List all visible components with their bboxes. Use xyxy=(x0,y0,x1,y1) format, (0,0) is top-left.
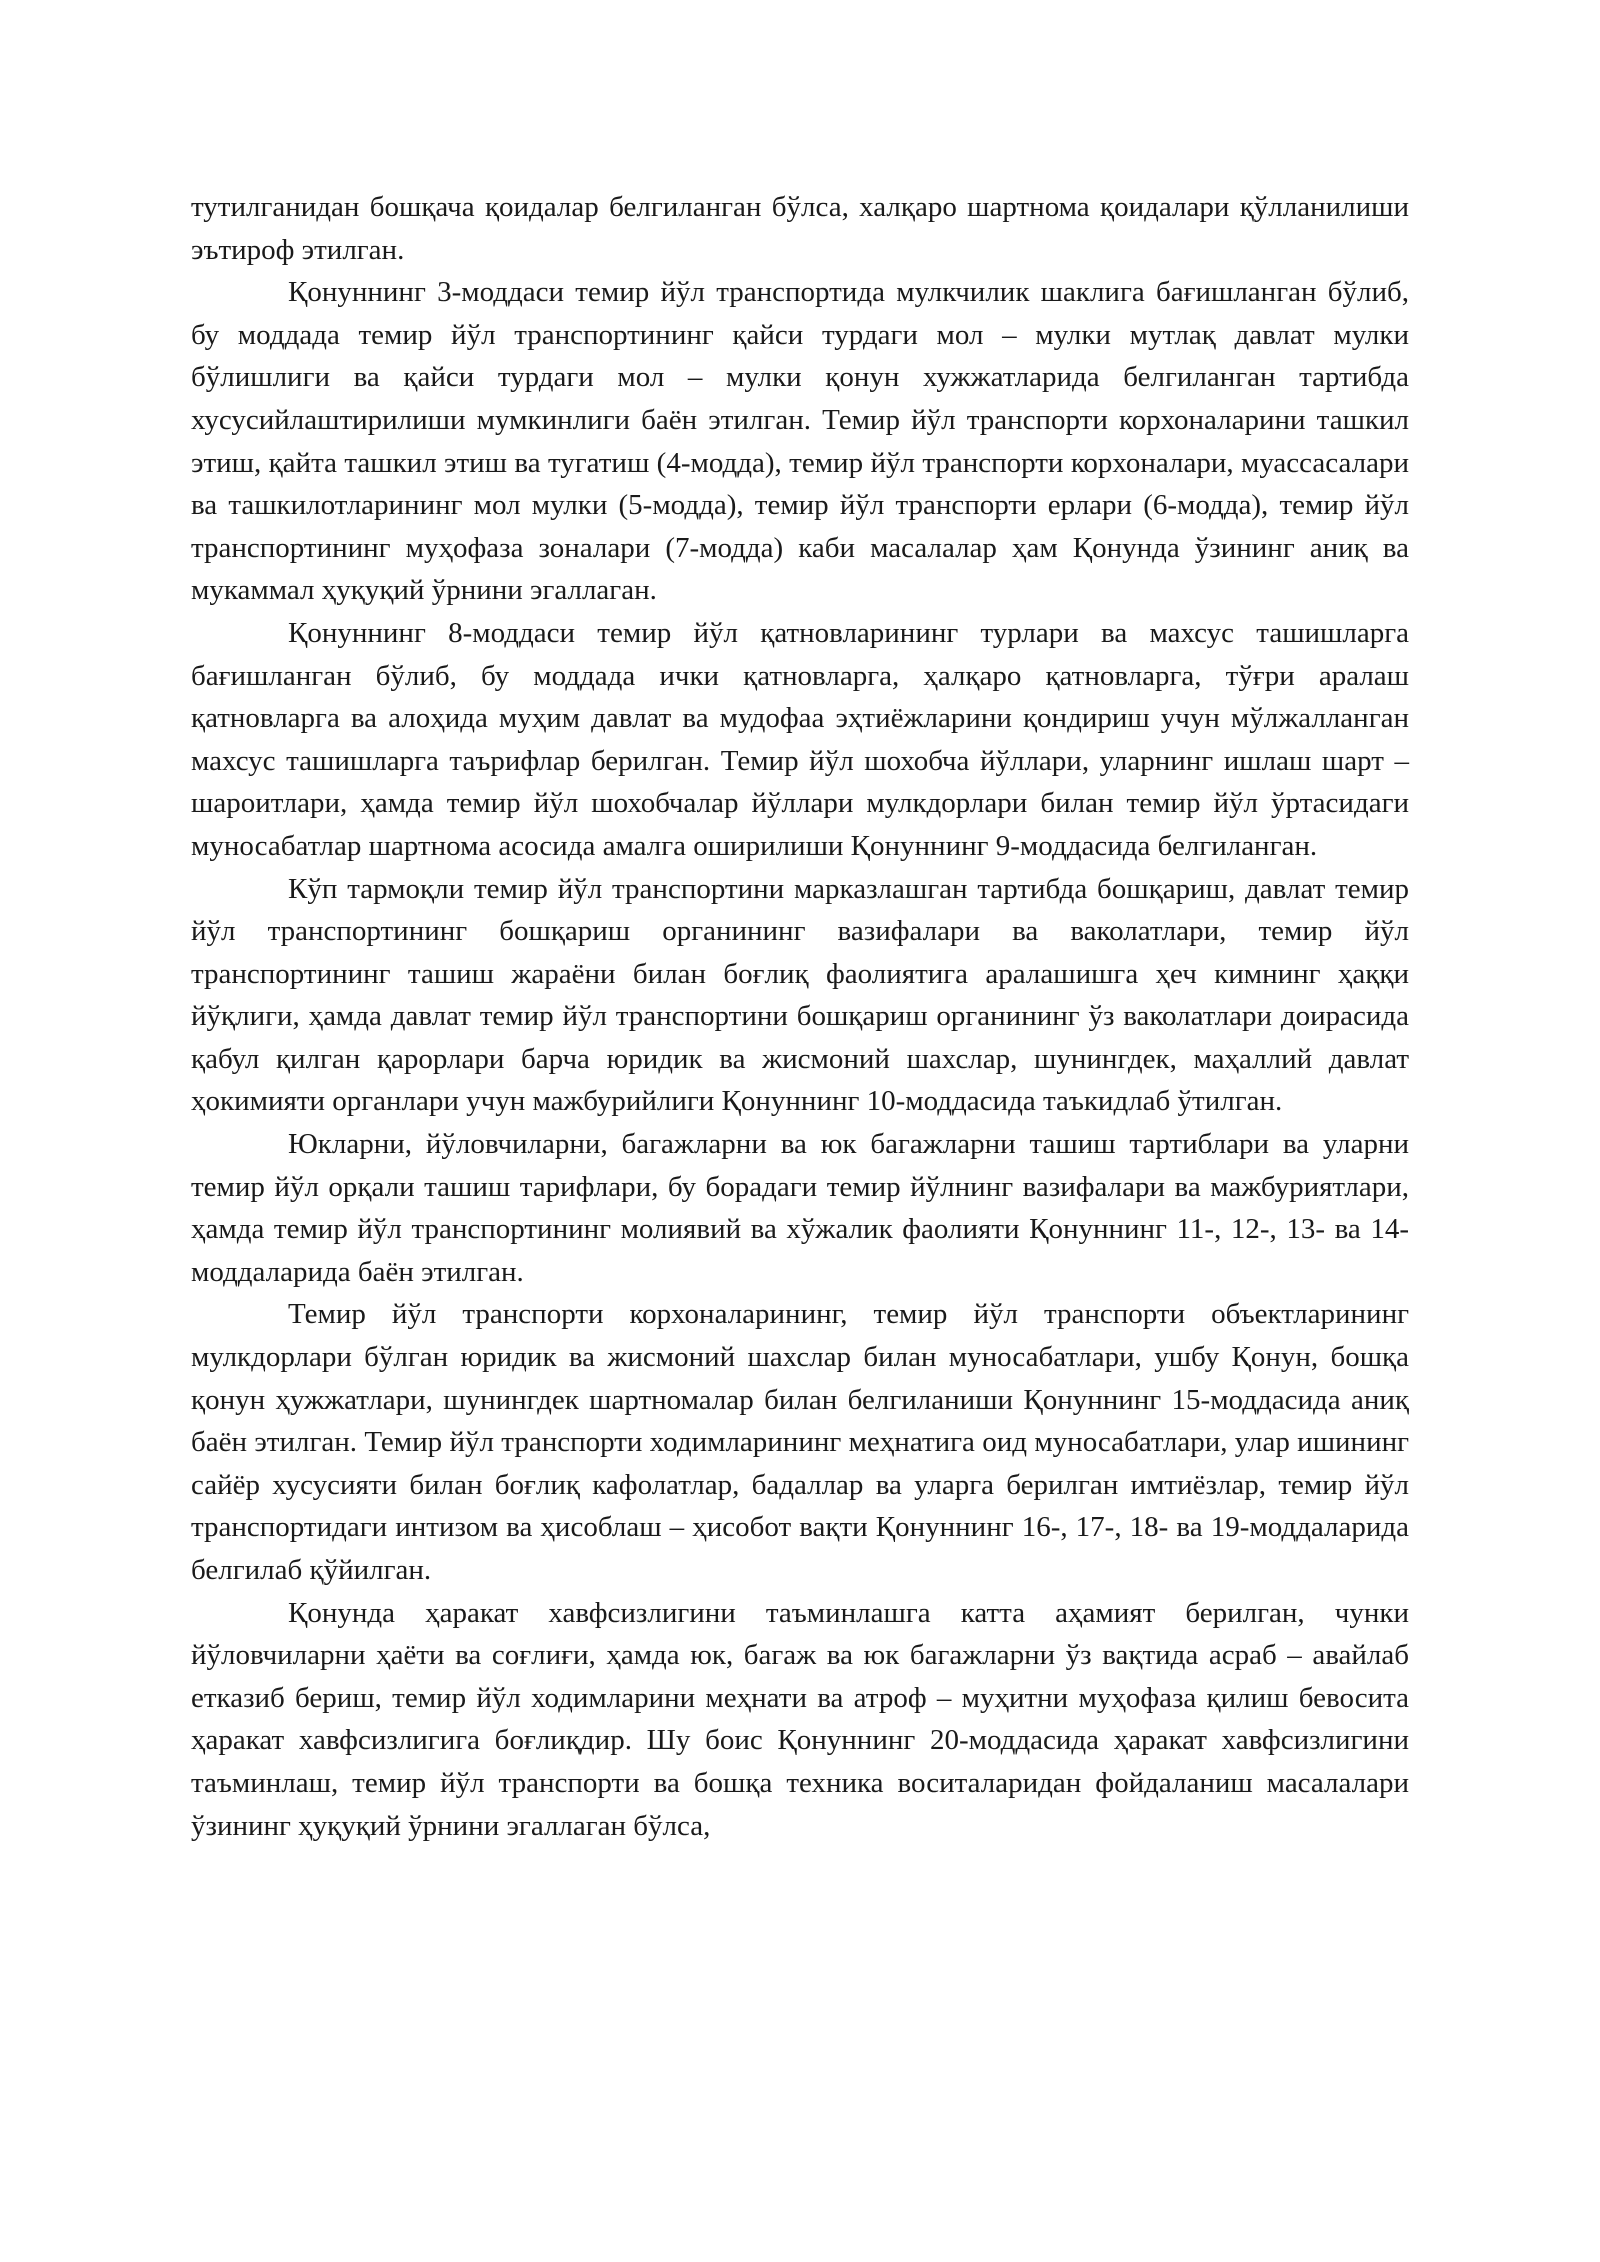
paragraph-1: тутилганидан бошқача қоидалар белгиланган бўлса, халқаро шартнома қоидалари қўлланилиши эътироф этилган. xyxy=(191,191,1409,266)
paragraph-5: Юкларни, йўловчиларни, багажларни ва юк багажларни ташиш тартиблари ва уларни темир йўл орқали ташиш тарифлари, бу борадаги темир йўлнинг вазифалари ва мажбуриятлари, ҳамда темир йўл транспортининг молиявий ва хўжалик фаолияти Қонуннинг 11-, 12-, 13- ва 14-моддаларида баён этилган. xyxy=(191,1128,1409,1288)
paragraph-3: Қонуннинг 8-моддаси темир йўл қатновларининг турлари ва махсус ташишларга бағишланган бўлиб, бу моддада ички қатновларга, ҳалқаро қатновларга, тўғри аралаш қатновларга ва алоҳида муҳим давлат ва мудофаа эҳтиёжларини қондириш учун мўлжалланган махсус ташишларга таърифлар берилган. Темир йўл шохобча йўллари, уларнинг ишлаш шарт – шароитлари, ҳамда темир йўл шохобчалар йўллари мулкдорлари билан темир йўл ўртасидаги муносабатлар шартнома асосида амалга оширилиши Қонуннинг 9-моддасида белгиланган. xyxy=(191,616,1409,862)
paragraph-6: Темир йўл транспорти корхоналарининг, темир йўл транспорти объектларининг мулкдорлари бўлган юридик ва жисмоний шахслар билан муносабатлари, ушбу Қонун, бошқа қонун ҳужжатлари, шунингдек шартномалар билан белгиланиши Қонуннинг 15-моддасида аниқ баён этилган. Темир йўл транспорти ходимларининг меҳнатига оид муносабатлари, улар ишининг сайёр хусусияти билан боғлиқ кафолатлар, бадаллар ва уларга берилган имтиёзлар, темир йўл транспортидаги интизом ва ҳисоблаш – ҳисобот вақти Қонуннинг 16-, 17-, 18- ва 19-моддаларида белгилаб қўйилган. xyxy=(191,1298,1409,1586)
paragraph-2: Қонуннинг 3-моддаси темир йўл транспортида мулкчилик шаклига бағишланган бўлиб, бу моддада темир йўл транспортининг қайси турдаги мол – мулки мутлақ давлат мулки бўлишлиги ва қайси турдаги мол – мулки қонун хужжатларида белгиланган тартибда хусусийлаштирилиши мумкинлиги баён этилган. Темир йўл транспорти корхоналарини ташкил этиш, қайта ташкил этиш ва тугатиш (4-модда), темир йўл транспорти корхоналари, муассасалари ва ташкилотларининг мол мулки (5-модда), темир йўл транспорти ерлари (6-модда), темир йўл транспортининг муҳофаза зоналари (7-модда) каби масалалар ҳам Қонунда ўзининг аниқ ва мукаммал ҳуқуқий ўрнини эгаллаган. xyxy=(191,276,1409,607)
paragraph-4: Кўп тармоқли темир йўл транспортини марказлашган тартибда бошқариш, давлат темир йўл транспортининг бошқариш органининг вазифалари ва ваколатлари, темир йўл транспортининг ташиш жараёни билан боғлиқ фаолиятига аралашишга ҳеч кимнинг ҳаққи йўқлиги, ҳамда давлат темир йўл транспортини бошқариш органининг ўз ваколатлари доирасида қабул қилган қарорлари барча юридик ва жисмоний шахслар, шунингдек, маҳаллий давлат ҳокимияти органлари учун мажбурийлиги Қонуннинг 10-моддасида таъкидлаб ўтилган. xyxy=(191,872,1409,1118)
paragraph-7: Қонунда ҳаракат хавфсизлигини таъминлашга катта аҳамият берилган, чунки йўловчиларни ҳаёти ва соғлиғи, ҳамда юк, багаж ва юк багажларни ўз вақтида асраб – авайлаб етказиб бериш, темир йўл ходимларини меҳнати ва атроф – муҳитни муҳофаза қилиш бевосита ҳаракат хавфсизлигига боғлиқдир. Шу боис Қонуннинг 20-моддасида ҳаракат хавфсизлигини таъминлаш, темир йўл транспорти ва бошқа техника воситаларидан фойдаланиш масалалари ўзининг ҳуқуқий ўрнини эгаллаган бўлса, xyxy=(191,1596,1409,1842)
document-body xyxy=(191,186,1409,1847)
